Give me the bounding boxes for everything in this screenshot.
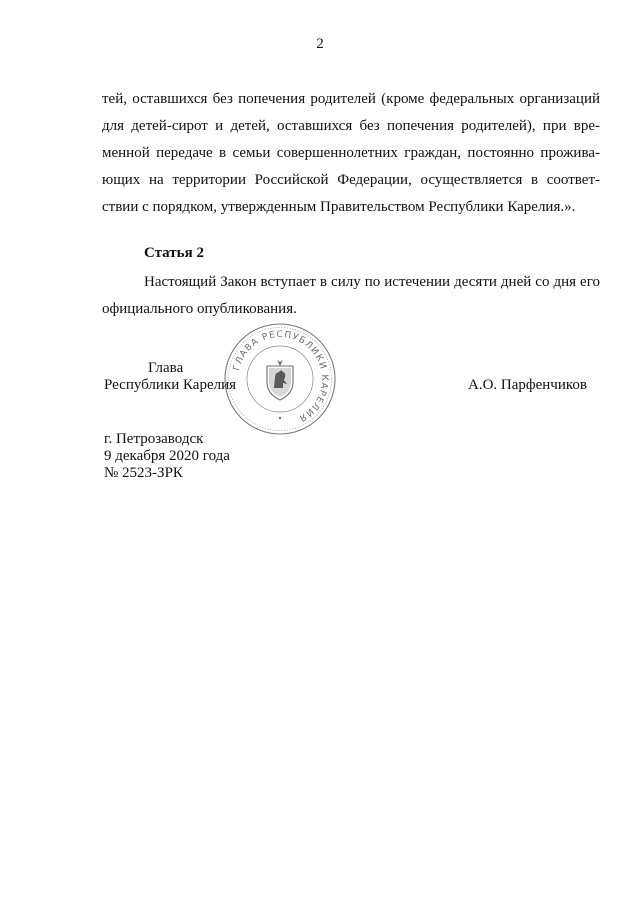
signatory-name: А.О. Парфенчиков bbox=[468, 377, 587, 393]
article-text-line: Настоящий Закон вступает в силу по истечении десяти дней со дня его bbox=[144, 274, 600, 290]
paragraph-line: для детей-сирот и детей, оставшихся без попечения родителей), при вре- bbox=[102, 118, 600, 134]
signature-position-line1: Глава bbox=[148, 360, 184, 376]
footer-date: 9 декабря 2020 года bbox=[104, 448, 230, 464]
paragraph-line: ствии с порядком, утвержденным Правительством Республики Карелия.». bbox=[102, 199, 576, 215]
page-number: 2 bbox=[316, 36, 324, 52]
paragraph-line: тей, оставшихся без попечения родителей (кроме федеральных организаций bbox=[102, 91, 600, 107]
paragraph-line: менной передаче в семьи совершеннолетних граждан, постоянно прожива- bbox=[102, 145, 600, 161]
paragraph-line: ющих на территории Российской Федерации, осуществляется в соответ- bbox=[102, 172, 600, 188]
seal-text: ГЛАВА РЕСПУБЛИКИ КАРЕЛИЯ bbox=[231, 329, 330, 424]
signature-position-line2: Республики Карелия bbox=[104, 377, 237, 393]
article-title: Статья 2 bbox=[144, 245, 204, 261]
article-text-line: официального опубликования. bbox=[102, 301, 297, 317]
footer-city: г. Петрозаводск bbox=[104, 431, 204, 447]
official-seal-icon bbox=[223, 322, 337, 436]
footer-law-number: № 2523-ЗРК bbox=[104, 465, 183, 481]
